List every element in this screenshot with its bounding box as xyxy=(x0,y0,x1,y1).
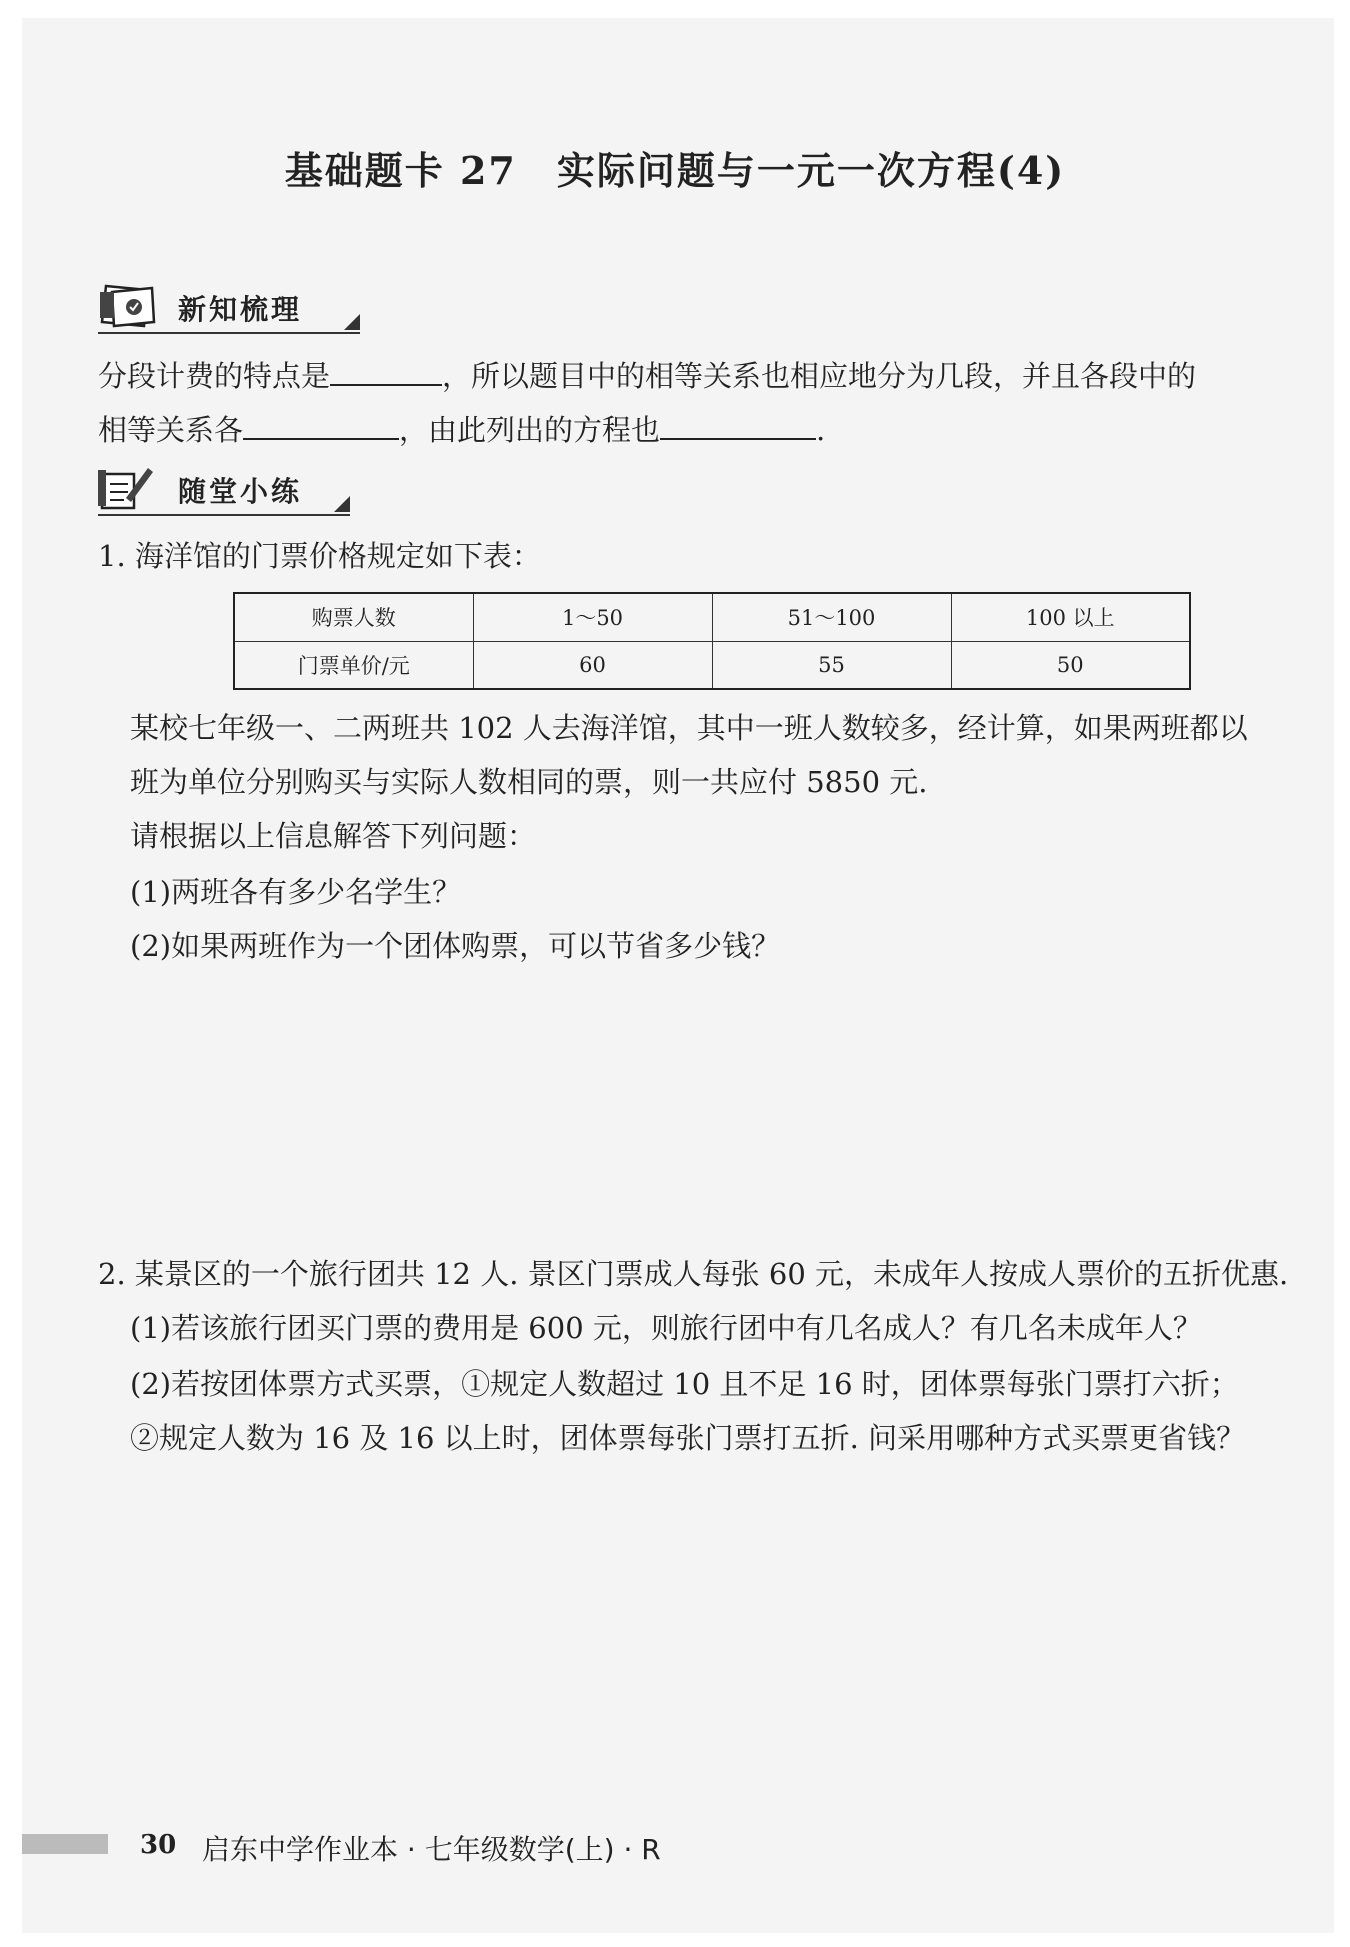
text: 相等关系各 xyxy=(98,413,244,447)
q1-paragraph-1: 某校七年级一、二两班共 102 人去海洋馆，其中一班人数较多，经计算，如果两班都以 xyxy=(130,711,1248,745)
table-cell: 门票单价/元 xyxy=(234,641,473,689)
q1-sub-question-2: (2)如果两班作为一个团体购票，可以节省多少钱？ xyxy=(130,929,781,963)
section-header-practice xyxy=(98,464,350,516)
table-cell: 51～100 xyxy=(712,593,951,641)
q2-sub-question-1: (1)若该旅行团买门票的费用是 600 元，则旅行团中有几名成人？有几名未成年人？ xyxy=(130,1311,1202,1345)
table-row xyxy=(234,641,1190,689)
section-label: 新知梳理 xyxy=(178,293,303,326)
answer-blank[interactable] xyxy=(243,410,399,440)
section-label: 随堂小练 xyxy=(178,475,303,508)
table-cell: 60 xyxy=(473,641,712,689)
answer-blank[interactable] xyxy=(330,356,442,386)
knowledge-line-1 xyxy=(98,356,1196,396)
q1-sub-question-1: (1)两班各有多少名学生？ xyxy=(130,875,462,909)
table-cell: 购票人数 xyxy=(234,593,473,641)
table-cell: 55 xyxy=(712,641,951,689)
notebook-pen-icon xyxy=(98,464,156,510)
q1-stem: 1. 海洋馆的门票价格规定如下表： xyxy=(98,539,541,573)
footer-bar xyxy=(22,1834,108,1854)
table-cell: 1～50 xyxy=(473,593,712,641)
table-row xyxy=(234,593,1190,641)
answer-blank[interactable] xyxy=(660,410,816,440)
q1-paragraph-2: 班为单位分别购买与实际人数相同的票，则一共应付 5850 元. xyxy=(130,765,928,799)
table-cell: 100 以上 xyxy=(951,593,1190,641)
text: . xyxy=(816,413,826,447)
text: 分段计费的特点是 xyxy=(98,359,331,393)
corner-triangle-icon xyxy=(334,496,350,512)
table-cell: 50 xyxy=(951,641,1190,689)
corner-triangle-icon xyxy=(344,314,360,330)
section-header-new-knowledge xyxy=(98,282,360,334)
book-title: 启东中学作业本 · 七年级数学(上) · R xyxy=(202,1833,661,1866)
page-title: 基础题卡 27 实际问题与一元一次方程(4) xyxy=(284,148,1066,193)
ticket-price-table xyxy=(233,592,1191,690)
q2-sub-question-3: ②规定人数为 16 及 16 以上时，团体票每张门票打五折. 问采用哪种方式买票更省钱？ xyxy=(130,1421,1246,1455)
page-number: 30 xyxy=(140,1830,177,1860)
text: ，由此列出的方程也 xyxy=(399,413,661,447)
text: ，所以题目中的相等关系也相应地分为几段，并且各段中的 xyxy=(442,359,1197,393)
q1-paragraph-3: 请根据以上信息解答下列问题： xyxy=(130,819,537,853)
knowledge-line-2 xyxy=(98,410,825,450)
card-icon xyxy=(98,282,156,328)
q2-sub-question-2: (2)若按团体票方式买票，①规定人数超过 10 且不足 16 时，团体票每张门票打六折； xyxy=(130,1367,1239,1401)
q2-stem: 2. 某景区的一个旅行团共 12 人. 景区门票成人每张 60 元，未成年人按成人票价的五折优惠. xyxy=(98,1257,1289,1291)
